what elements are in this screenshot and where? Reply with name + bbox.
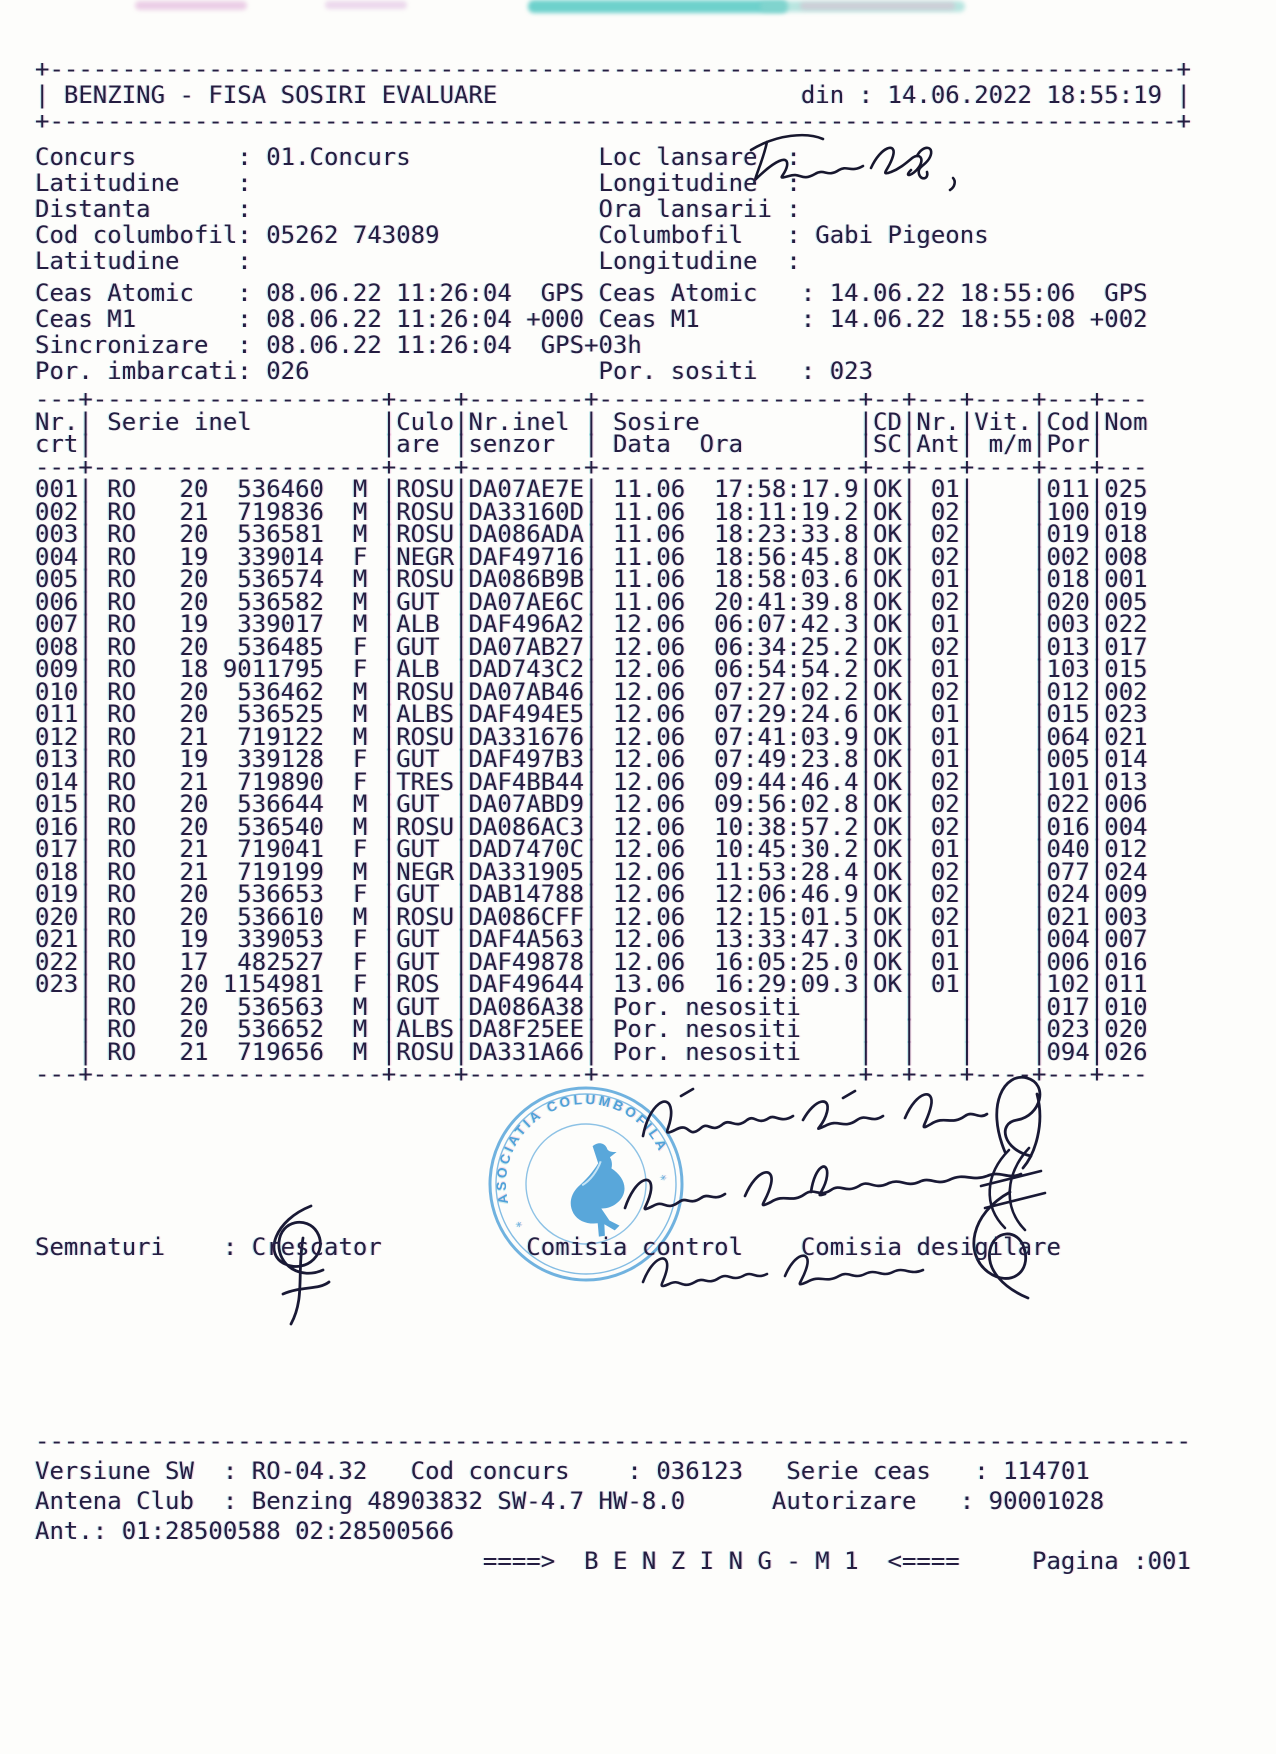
info-line: Concurs : 01.Concurs Loc lansare : (35, 143, 816, 171)
info-line: Latitudine : Longitudine : (35, 169, 816, 197)
stamp-star-icon: * (513, 1218, 526, 1234)
table-row: 015| RO 20 536644 M |GUT |DA07ABD9| 12.06 09:56:02.8|OK| 02| |022|006 (35, 790, 1148, 818)
table-row: 019| RO 20 536653 F |GUT |DAB14788| 12.06 12:06:46.9|OK| 02| |024|009 (35, 880, 1148, 908)
table-separator: ---+--------------------+----+--------+------------------+--+---+----+---+--- (35, 385, 1148, 413)
table-row: 003| RO 20 536581 M |ROSU|DA086ADA| 11.06 18:23:33.8|OK| 02| |019|018 (35, 520, 1148, 548)
report-title: | BENZING - FISA SOSIRI EVALUARE (35, 81, 801, 109)
table-separator: ---+--------------------+----+--------+------------------+--+---+----+---+--- (35, 1060, 1148, 1088)
comisia-control-label: Comisia control (526, 1232, 801, 1261)
table-row: 005| RO 20 536574 M |ROSU|DA086B9B| 11.06 18:58:03.6|OK| 01| |018|001 (35, 565, 1148, 593)
footer-separator: -------------------------------------------------------------------------------- (35, 1426, 1191, 1455)
footer-version-line: Versiune SW : RO-04.32 Cod concurs : 036123 Serie ceas : 114701 (35, 1456, 1090, 1485)
scan-smudge (135, 1, 247, 10)
table-row: 016| RO 20 536540 M |ROSU|DA086AC3| 12.06 10:38:57.2|OK| 02| |016|004 (35, 812, 1148, 841)
stamp-star-icon: * (658, 1171, 670, 1187)
table-row: 011| RO 20 536525 M |ALBS|DAF494E5| 12.06 07:29:24.6|OK| 01| |015|023 (35, 700, 1148, 728)
report-footer (35, 1426, 1235, 1576)
table-row: 004| RO 19 339014 F |NEGR|DAF49716| 11.06 18:56:45.8|OK| 02| |002|008 (35, 542, 1148, 571)
table-row: 022| RO 17 482527 F |GUT |DAF49878| 12.06 16:05:25.0|OK| 01| |006|016 (35, 947, 1148, 976)
footer-benzing-line (35, 1546, 1235, 1576)
table-row: 017| RO 21 719041 F |GUT |DAD7470C| 12.06 10:45:30.2|OK| 01| |040|012 (35, 835, 1148, 863)
table-header-line: crt| |are |senzor | Data Ora |SC|Ant| m/m|Por| (35, 430, 1148, 458)
table-row: 014| RO 21 719890 F |TRES|DAF4BB44| 12.06 09:44:46.4|OK| 02| |101|013 (35, 767, 1148, 796)
table-row: 002| RO 21 719836 M |ROSU|DA33160D| 11.06 18:11:19.2|OK| 02| |100|019 (35, 497, 1148, 526)
scan-smudge (528, 0, 788, 13)
clock-line: Por. imbarcati: 026 Por. sositi : 023 (35, 357, 874, 385)
crescator-label: Crescator (251, 1232, 527, 1261)
signatures-caption-line (35, 1234, 1061, 1260)
benzing-report (35, 56, 1235, 1576)
report-print-date: din : 14.06.2022 18:55:19 | (800, 81, 1191, 109)
signatures-section (35, 1086, 1235, 1426)
pagina-label: Pagina :001 (959, 1546, 1191, 1575)
table-row: 018| RO 21 719199 M |NEGR|DA331905| 12.06 11:53:28.4|OK| 02| |077|024 (35, 857, 1148, 886)
arrivals-table (35, 385, 1235, 1088)
table-row: | RO 21 719656 M |ROSU|DA331A66| Por. nesositi | | | |094|026 (35, 1037, 1148, 1066)
table-row: 009| RO 18 9011795 F |ALB |DAD743C2| 12.06 06:54:54.2|OK| 01| |103|015 (35, 655, 1148, 683)
info-line: Latitudine : Longitudine : (35, 247, 816, 275)
table-row: | RO 20 536652 M |ALBS|DA8F25EE| Por. nesositi | | | |023|020 (35, 1015, 1148, 1043)
table-header-line: Nr.| Serie inel |Culo|Nr.inel | Sosire |CD|Nr.|Vit.|Cod|Nom (35, 407, 1148, 436)
info-line: Cod columbofil: 05262 743089 Columbofil : Gabi Pigeons (35, 221, 989, 249)
clock-sync-section (35, 280, 1235, 384)
table-row: 013| RO 19 339128 F |GUT |DAF497B3| 12.06 07:49:23.8|OK| 01| |005|014 (35, 745, 1148, 773)
report-title-line (35, 82, 1235, 108)
comisia-desigilare-label: Comisia desigilare (800, 1232, 1061, 1261)
footer-antena-line: Antena Club : Benzing 48903832 SW-4.7 HW-8.0 Autorizare : 90001028 (35, 1486, 1105, 1515)
table-row: 020| RO 20 536610 M |ROSU|DA086CFF| 12.06 12:15:01.5|OK| 02| |021|003 (35, 902, 1148, 931)
benzing-m1-label: ====> B E N Z I N G - M 1 <==== (35, 1546, 960, 1575)
table-row: 012| RO 21 719122 M |ROSU|DA331676| 12.06 07:41:03.9|OK| 01| |064|021 (35, 722, 1148, 751)
scan-smudge (325, 1, 407, 9)
clock-line: Ceas M1 : 08.06.22 11:26:04 +000 Ceas M1 : 14.06.22 18:55:08 +002 (35, 305, 1148, 333)
table-row: 023| RO 20 1154981 F |ROS |DAF49644| 13.06 16:29:09.3|OK| 01| |102|011 (35, 970, 1148, 998)
scan-smudge (800, 2, 955, 10)
signature-crescator (245, 1198, 369, 1332)
table-separator: ---+--------------------+----+--------+------------------+--+---+----+---+--- (35, 452, 1148, 481)
contest-info-section (35, 144, 1235, 274)
table-row: 010| RO 20 536462 M |ROSU|DA07AB46| 12.06 07:27:02.2|OK| 02| |012|002 (35, 677, 1148, 706)
header-box-border-top: +------------------------------------------------------------------------------+ (35, 55, 1191, 83)
table-row: 001| RO 20 536460 M |ROSU|DA07AE7E| 11.06 17:58:17.9|OK| 01| |011|025 (35, 475, 1148, 503)
info-line: Distanta : Ora lansarii : (35, 195, 816, 223)
report-header-box (35, 56, 1235, 134)
table-row: 007| RO 19 339017 M |ALB |DAF496A2| 12.06 06:07:42.3|OK| 01| |003|022 (35, 610, 1148, 638)
clock-line: Ceas Atomic : 08.06.22 11:26:04 GPS Ceas Atomic : 14.06.22 18:55:06 GPS (35, 279, 1148, 307)
table-row: 006| RO 20 536582 M |GUT |DA07AE6C| 11.06 20:41:39.8|OK| 02| |020|005 (35, 587, 1148, 616)
footer-ant-line: Ant.: 01:28500588 02:28500566 (35, 1516, 455, 1545)
clock-line: Sincronizare : 08.06.22 11:26:04 GPS+03h (35, 331, 642, 359)
header-box-border-bottom: +------------------------------------------------------------------------------+ (35, 107, 1191, 135)
table-row: | RO 20 536563 M |GUT |DA086A38| Por. nesositi | | | |017|010 (35, 992, 1148, 1021)
semnaturi-label: Semnaturi : (35, 1232, 252, 1261)
stamp-text: ASOCIATIA COLUMBOFILA (493, 1091, 672, 1205)
table-row: 008| RO 20 536485 F |GUT |DA07AB27| 12.06 06:34:25.2|OK| 02| |013|017 (35, 632, 1148, 661)
table-row: 021| RO 19 339053 F |GUT |DAF4A563| 12.06 13:33:47.3|OK| 01| |004|007 (35, 925, 1148, 953)
